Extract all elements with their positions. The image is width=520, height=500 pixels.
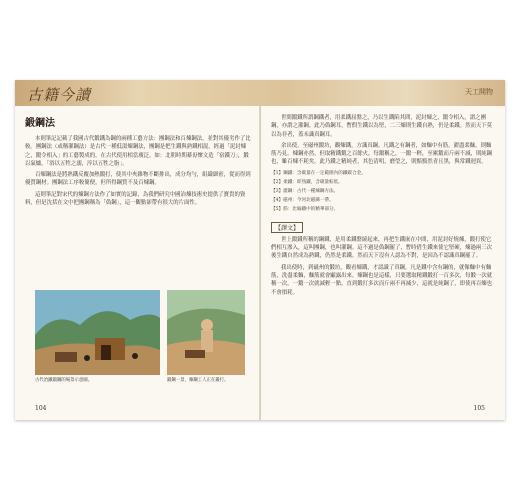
book-spread xyxy=(15,80,505,420)
note-item: 【3】灌鋼：古代一種煉鋼方法。 xyxy=(271,188,339,194)
body-paragraph: 這則筆記對宋代的煉鋼方法作了如實的記錄，為我們研究中國冶煉技術史提供了寶貴的資料，但是沈括在文中把團鋼稱為「偽鋼」，這一觀點卻帶有很大的片面性。 xyxy=(25,191,246,207)
source-text-paragraph: 世間鍛鐵所謂鋼鐵者，用柔鐵屈盤之，乃以生鐵陷其間，泥封煉之，鍛令相入，謂之團鋼，亦謂之灌鋼。此乃偽鋼耳，暫假生鐵以為堅，二三煉則生鐵自熟，仍是柔鐵。然而天下莫以為非者，蓋未識真鋼耳。 xyxy=(271,115,493,138)
right-page xyxy=(271,114,495,300)
illustration-forging-worker xyxy=(167,290,245,375)
note-item: 【2】柔鐵：即熟鐵，含碳量較低。 xyxy=(271,179,343,185)
translation-paragraph: 世上鍛鐵所稱的鋼鐵，是用柔鐵盤繞起來，再把生鐵嵌在中間，用泥封好燒煉，鍛打使它們相互滲入，這叫團鋼，也叫灌鋼。這不過是偽鋼罷了，暫時借生鐵來使它堅硬，煉過兩三次後生鐵自然成為熟鐵，仍然是柔鐵。然而天下沒有人認為不對，是因為不認識真鋼罷了。 xyxy=(271,236,493,260)
source-text-paragraph: 余出使，至磁州鍛坊，觀煉鐵，方識真鋼。凡鐵之有鋼者，如麵中有筋，濯盡柔麵，則麵筋乃見。煉鋼亦然，但取精鐵鍛之百餘火，每鍛稱之，一鍛一輕，至累鍛而斤兩不減，則純鋼也，雖百煉不耗矣。此乃鐵之精純者，其色清明，磨瑩之，則黯黯然青且黑，與常鐵迥異。 xyxy=(271,142,493,166)
translation-paragraph: 我出使時，到磁州的鍛坊，觀看煉鐵，才認識了真鋼。凡是鐵中含有鋼的，就像麵中有麵筋，洗盡柔麵，麵筋就會顯露出來。煉鋼也是這樣，只要選取精鐵鍛打一百多次，每鍛一次就稱一次，一鍛一次就減輕一點，直到鍛打多次而斤兩不再減少，這就是純鋼了，即使再百煉也不會損耗。 xyxy=(271,264,493,296)
caption-image-a: 古代冶鐵鍛鋼的場景示意圖。 xyxy=(35,378,93,383)
translation-label: 【譯文】 xyxy=(271,222,303,233)
body-paragraph: 本則筆記記載了我國古代鍛鐵為鋼的兩種工藝方法：團鋼法和百煉鋼法，並對其優劣作了比較。團鋼法（或稱灌鋼法）是古代一種低溫煉鋼法，團鋼是把生鐵與熟鐵相混，經過「泥封煉之，鍛令相入」的工藝製成的。在古代使用相當廣泛。如：北朝時期綦毋懷文造「宿鐵刀」，鍛以氣爐，「浴以五牲之溺，淬以五牲之脂」。 xyxy=(25,136,251,167)
body-paragraph: 百煉鋼法是將熟鐵反覆加熱鍛打，使其中夾雜物不斷排出，成分均勻，組織細密，從而得到優質鋼材。團鋼法工序較簡便，但所得鋼質不及百煉鋼。 xyxy=(25,172,251,187)
note-item: 【1】鋼鐵：含碳量在一定範圍內的鐵碳合金。 xyxy=(271,170,366,176)
banner-subtitle: 天工開物 xyxy=(465,88,493,96)
page-gutter xyxy=(259,106,261,420)
note-item: 【5】筋：比喻鐵中的精華部分。 xyxy=(271,206,339,212)
banner-title: 古籍今讀 xyxy=(27,86,92,104)
header-banner xyxy=(15,80,505,106)
illustration-forge-scene xyxy=(35,290,160,375)
annotation-notes xyxy=(271,170,495,213)
caption-image-b: 鍛鋼一景，煉鋼工人正在鍛打。 xyxy=(167,378,229,383)
section-title: 鍛鋼法 xyxy=(25,118,55,129)
note-item: 【4】磁州：今河北磁縣一帶。 xyxy=(271,197,334,203)
page-number-right: 105 xyxy=(473,405,485,412)
page-number-left: 104 xyxy=(35,405,47,412)
left-page xyxy=(25,114,251,210)
